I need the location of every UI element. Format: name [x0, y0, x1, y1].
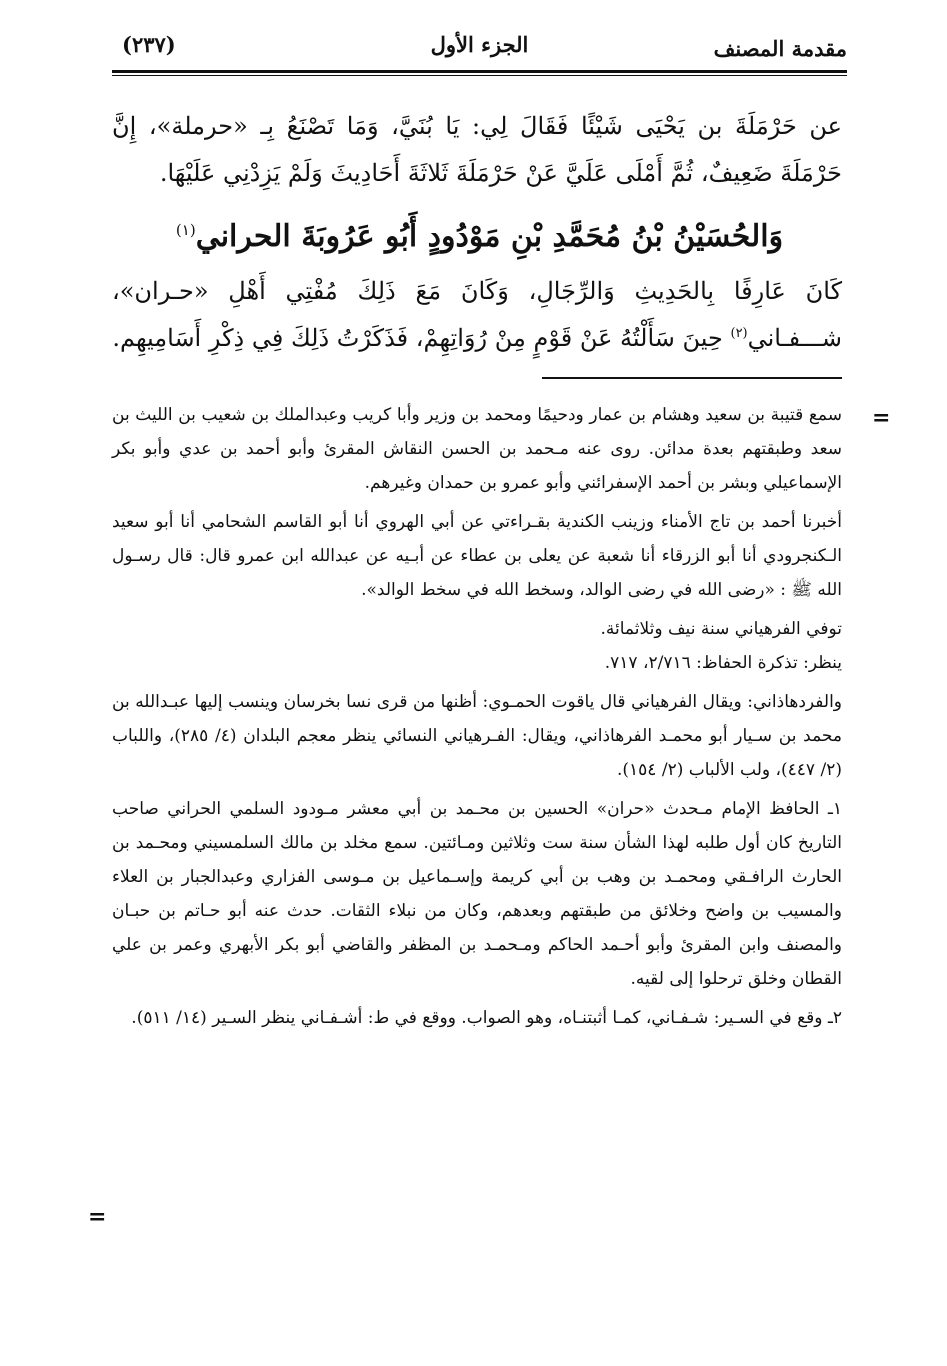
main-paragraph-1: عن حَرْمَلَةَ بن يَحْيَى شَيْئًا فَقَالَ لِي: يَا بُنَيَّ، وَمَا تَصْنَعُ بِـ «حرملة»، إِنَّ حَرْمَلَةَ ضَعِيفٌ، ثُمَّ أَمْلَى عَلَيَّ عَنْ حَرْمَلَةَ ثَلاثَةَ أَحَادِيثَ وَلَمْ يَزِدْنِي عَلَيْهَا.: [112, 112, 843, 187]
footnotes-section: [112, 398, 842, 1040]
footnote-continuation-5: والفردهاذاني: ويقال الفرهياني قال ياقوت الحمـوي: أظنها من قرى نسا بخرسان وينسب إليها عبـدالله بن محمد بن سـيار أبو محمـد الفرهاذاني، ويقال: الفـرهياني النسائي ينظر معجم البلدان (٤/ ٢٨٥)، واللباب (٢/ ٤٤٧)، ولب الألباب (٢/ ١٥٤).: [112, 692, 843, 780]
footnote-divider: [542, 377, 842, 379]
footnote-1-text: الحافظ الإمام مـحدث «حران» الحسين بن محـمد بن أبي معشر مـودود السلمي الحراني صاحب التاريخ كان أول طلبه لهذا الشأن سنة ست وثلاثين ومـائتين. سمع مخلد بن مالك السلمسيني ومحـمد بن الحارث الرافـقي ومحمـد بن وهب بن أبي كريمة وإسـماعيل بن مـوسى الفزاري وعبدالجبار بن العلاء والمسيب بن واضح وخلائق من طبقتهم وبعدهم، وكان من نبلاء الثقات. حدث عنه أبو حـاتم بن حبـان والمصنف وابن المقرئ وأبو أحـمد الحاكم ومـحمـد بن المظفر والقاضي أبو بكر الأبهري وعمر بن علي القطان وخلق ترحلوا إلى لقيه.: [112, 799, 842, 989]
entry-heading: [112, 204, 847, 263]
footnote-continuation-4: ينظر: تذكرة الحفاظ: ٢/٧١٦، ٧١٧.: [604, 653, 842, 673]
main-paragraph-2-part-a: كَانَ عَارِفًا بِالحَدِيثِ وَالرِّجَالِ، وَكَانَ مَعَ ذَلِكَ مُفْتِي أَهْلِ «حـران»، شـــفـاني: [112, 277, 842, 352]
main-paragraph-2: [112, 268, 842, 362]
footnote-continuation-3: توفي الفرهياني سنة نيف وثلاثمائة.: [600, 619, 842, 639]
footnote-1-number: ١ـ: [827, 799, 842, 819]
continuation-marker-bottom: =: [88, 1204, 107, 1230]
main-paragraph-2-part-b: حِينَ سَأَلْتُهُ عَنْ قَوْمٍ مِنْ رُوَاتِهِمْ، فَذَكَرْتُ ذَلِكَ فِي ذِكْرِ أَسَامِيهِم.: [112, 324, 731, 352]
footnote-continuation-2: أخبرنا أحمد بن تاج الأمناء وزينب الكندية بقـراءتي عن أبي الهروي أنا أبو القاسم الشحامي أنا أبو سعيد الـكنجرودي أنا أبو الزرقاء أنا شعبة عن يعلى بن عطاء عن أبـيه عن عبدالله ابن عمرو قال: قال رسـول الله ﷺ : «رضى الله في رضى الوالد، وسخط الله في سخط الوالد».: [112, 512, 842, 600]
footnote-ref-2: (٢): [730, 326, 748, 341]
continuation-marker-top: =: [872, 405, 891, 431]
footnote-2-number: ٢ـ: [827, 1008, 842, 1028]
running-header: [112, 30, 847, 70]
volume-title: الجزء الأول: [430, 32, 529, 57]
entry-heading-text: وَالحُسَيْنُ بْنُ مُحَمَّدِ بْنِ مَوْدُودٍ أَبُو عَرُوبَةَ الحراني: [195, 219, 784, 254]
footnote-continuation-1: سمع قتيبة بن سعيد وهشام بن عمار ودحيمًا ومحمد بن وزير وأبا كريب وعبدالملك بن شعيب بن الليث بن سعد وطبقتهم بعدة مدائن. روى عنه مـحمد بن الحسن النقاش المقرئ وأبو أحمد بن عدي وأبو بكر الإسماعيلي وبشر بن أحمد الإسفرائني وأبو عمرو بن حمدان وغيرهم.: [112, 405, 842, 493]
header-divider: [112, 70, 847, 76]
footnote-2-text: وقع في السـير: شـفـاني، كمـا أثبتنـاه، وهو الصواب. ووقع في ط: أشـفـاني ينظر السـير (١٤/ ٥١١).: [131, 1008, 828, 1028]
page-number: (٢٣٧): [122, 32, 176, 57]
footnote-1: [112, 792, 842, 996]
footnote-ref-1: (١): [175, 221, 196, 239]
section-title: مقدمة المصنف: [713, 36, 847, 61]
footnote-2: [112, 1001, 842, 1035]
